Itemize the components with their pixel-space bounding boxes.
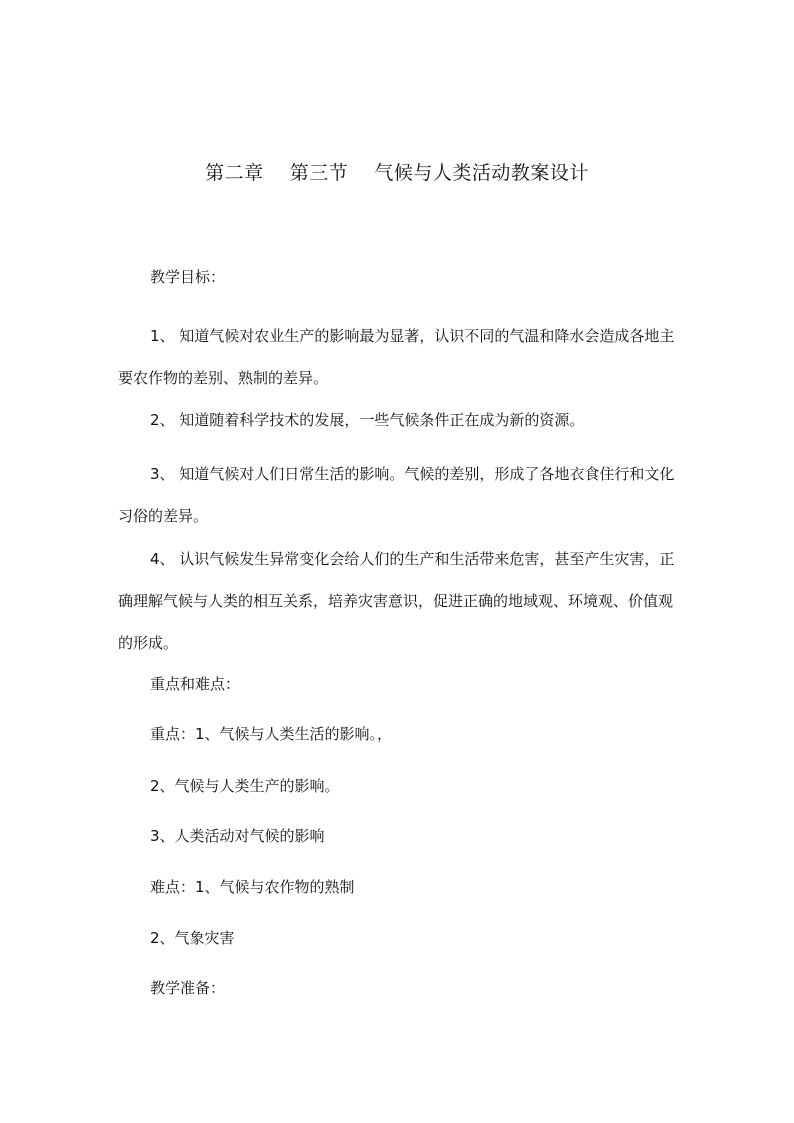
objective-item-2: 2、 知道随着科学技术的发展，一些气候条件正在成为新的资源。 [150, 411, 585, 429]
key-point-3: 3、人类活动对气候的影响 [150, 827, 325, 845]
key-point-1: 重点：1、气候与人类生活的影响。， [150, 725, 393, 743]
difficult-point-2: 2、气象灾害 [150, 929, 235, 947]
difficult-point-1: 难点：1、气候与农作物的熟制 [150, 878, 355, 896]
objective-item-1: 1、 知道气候对农业生产的影响最为显著，认识不同的气温和降水会造成各地主要农作物的差别、熟制的差异。 [118, 327, 675, 387]
objectives-heading: 教学目标： [150, 268, 226, 286]
key-points-heading: 重点和难点： [150, 675, 241, 693]
objective-item-4: 4、 认识气候发生异常变化会给人们的生产和生活带来危害，甚至产生灾害，正确理解气候与人类的相互关系，培养灾害意识，促进正确的地域观、环境观、价值观的形成。 [118, 550, 675, 652]
key-point-2: 2、气候与人类生产的影响。 [150, 777, 340, 795]
document-title: 第二章 第三节 气候与人类活动教案设计 [205, 162, 589, 184]
preparation-heading: 教学准备： [150, 979, 226, 997]
objective-item-3: 3、 知道气候对人们日常生活的影响。气候的差别，形成了各地衣食住行和文化习俗的差异。 [118, 465, 675, 525]
